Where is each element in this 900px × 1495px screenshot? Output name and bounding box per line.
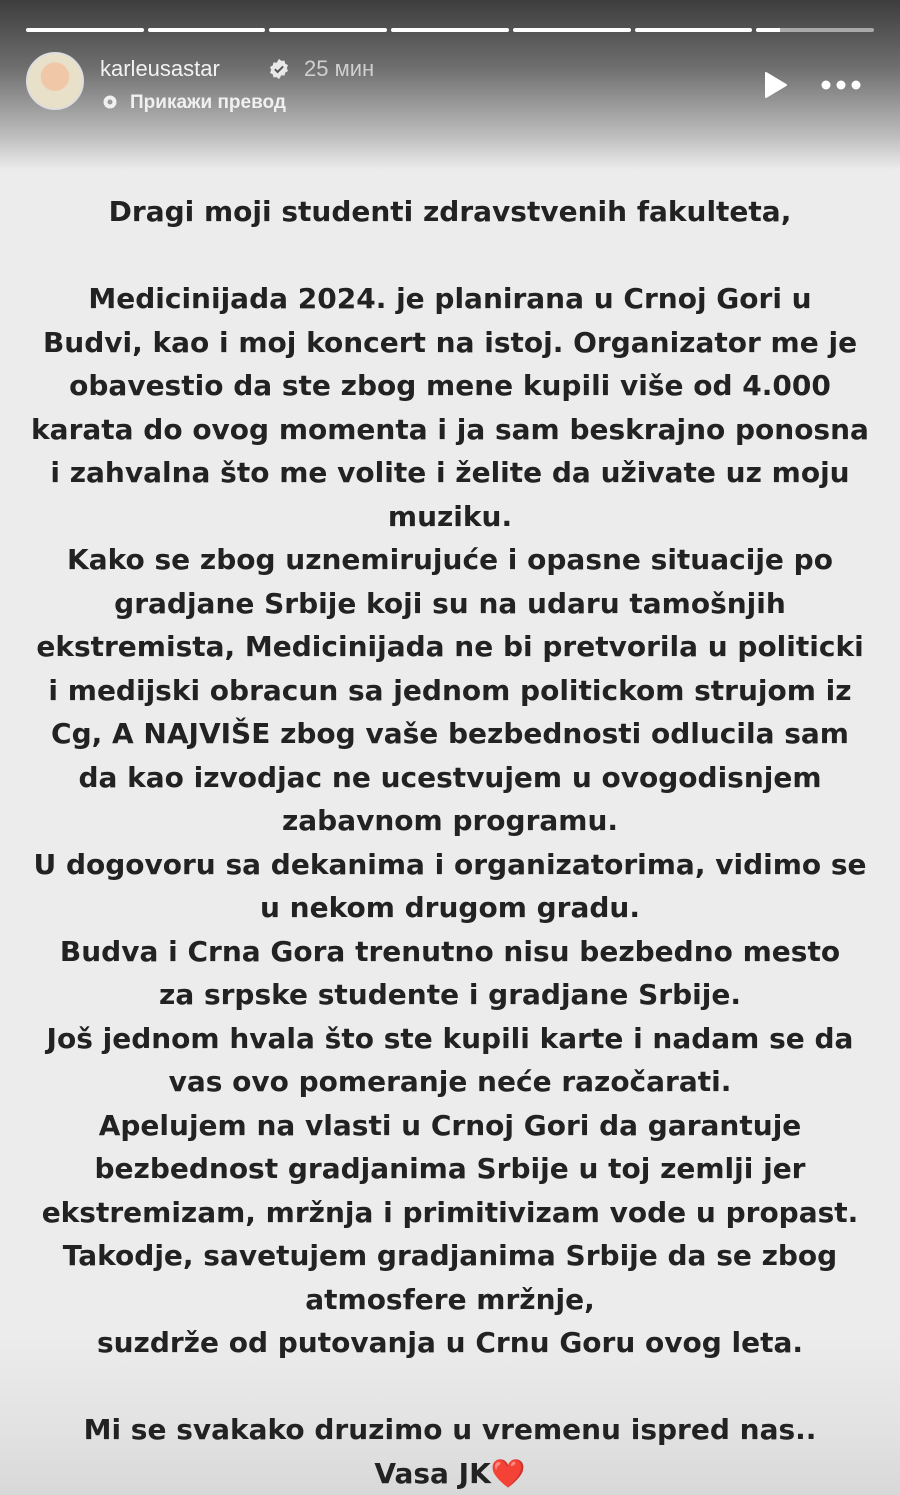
message-line: Budvi, kao i moj koncert na istoj. Organizator me je bbox=[42, 325, 858, 359]
message-line: vas ovo pomeranje neće razočarati. bbox=[168, 1065, 732, 1098]
message-line: za srpske studente i gradjane Srbije. bbox=[159, 978, 741, 1011]
message-line: obavestio da ste zbog mene kupili više od 4.000 bbox=[69, 369, 831, 402]
message-line: ekstremizam, mržnja i primitivizam vode u propast. bbox=[41, 1195, 859, 1229]
progress-fill bbox=[26, 28, 144, 32]
message-line: da kao izvodjac ne ucestvujem u ovogodisnjem bbox=[78, 760, 822, 794]
greeting: Dragi moji studenti zdravstvenih fakulteta, bbox=[108, 195, 792, 228]
progress-segment bbox=[269, 28, 387, 32]
message-line: Apelujem na vlasti u Crnoj Gori da garantuje bbox=[98, 1108, 802, 1142]
message-line: Takodje, savetujem gradjanima Srbije da se zbog bbox=[62, 1239, 838, 1272]
heart-icon: ❤️ bbox=[490, 1456, 526, 1490]
message-line: Još jednom hvala što ste kupili karte i nadam se da bbox=[46, 1021, 854, 1055]
more-options-icon[interactable] bbox=[818, 70, 864, 100]
spacer bbox=[0, 234, 900, 278]
signature: Vasa JK bbox=[374, 1456, 491, 1490]
spacer bbox=[0, 1365, 900, 1409]
message-line: i zahvalna što me volite i želite da uživate uz moju bbox=[50, 456, 850, 489]
progress-fill bbox=[391, 28, 509, 32]
translate-link[interactable]: Прикажи превод bbox=[130, 92, 286, 113]
translate-icon bbox=[102, 94, 118, 110]
progress-fill bbox=[635, 28, 753, 32]
story-header bbox=[26, 52, 874, 114]
message-line: U dogovoru sa dekanima i organizatorima, vidimo se bbox=[33, 847, 867, 881]
progress-fill bbox=[148, 28, 266, 32]
progress-fill bbox=[513, 28, 631, 32]
progress-segment bbox=[635, 28, 753, 32]
username[interactable]: karleusastar bbox=[100, 56, 220, 81]
message-line: Medicinijada 2024. je planirana u Crnoj Gori u bbox=[88, 282, 812, 315]
progress-segment bbox=[148, 28, 266, 32]
message-line: i medijski obracun sa jednom politickom strujom iz bbox=[48, 673, 852, 707]
avatar[interactable] bbox=[26, 52, 84, 110]
play-icon[interactable] bbox=[760, 70, 790, 100]
signature-line bbox=[0, 1452, 900, 1495]
post-time: 25 мин bbox=[304, 56, 375, 81]
progress-segment bbox=[513, 28, 631, 32]
message-line: Kako se zbog uznemirujuće i opasne situacije po bbox=[67, 543, 833, 576]
progress-segment bbox=[391, 28, 509, 32]
progress-fill bbox=[269, 28, 387, 32]
message-line: zabavnom programu. bbox=[281, 804, 619, 837]
progress-segment bbox=[756, 28, 874, 32]
message-line: gradjane Srbije koji su na udaru tamošnjih bbox=[114, 586, 786, 620]
message-body bbox=[0, 277, 900, 1365]
progress-fill bbox=[756, 28, 780, 32]
story-text bbox=[0, 190, 900, 1495]
verified-badge-icon bbox=[268, 58, 290, 80]
closing-line: Mi se svakako druzimo u vremenu ispred nas.. bbox=[83, 1413, 817, 1446]
story-progress-bar bbox=[26, 28, 874, 32]
message-line: bezbednost gradjanima Srbije u toj zemlji jer bbox=[94, 1152, 806, 1185]
message-line: suzdrže od putovanja u Crnu Goru ovog leta. bbox=[96, 1326, 804, 1359]
message-line: Cg, A NAJVIŠE zbog vaše bezbednosti odlucila sam bbox=[51, 717, 849, 750]
message-line: Budva i Crna Gora trenutno nisu bezbedno mesto bbox=[59, 934, 841, 968]
message-line: muziku. bbox=[387, 499, 513, 533]
message-line: ekstremista, Medicinijada ne bi pretvorila u politicki bbox=[36, 630, 864, 663]
message-line: karata do ovog momenta i ja sam beskrajno ponosna bbox=[31, 412, 869, 446]
message-line: u nekom drugom gradu. bbox=[260, 891, 640, 924]
message-line: atmosfere mržnje, bbox=[305, 1282, 595, 1316]
progress-segment bbox=[26, 28, 144, 32]
